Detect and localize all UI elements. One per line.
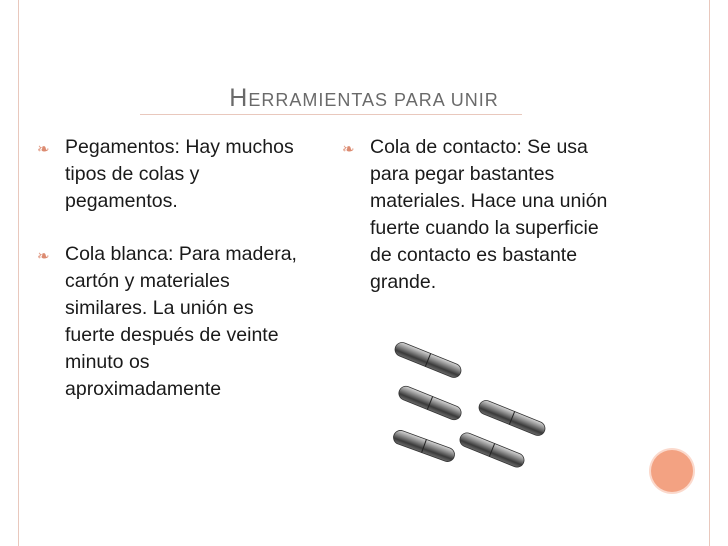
pin <box>393 340 463 379</box>
pin <box>397 384 463 422</box>
bullet-text: Pegamentos: Hay muchos tipos de colas y pegamentos. <box>65 136 294 212</box>
bullet-text: Cola de contacto: Se usa para pegar bastantes materiales. Hace una unión fuerte cuando la superficie de contacto es bastante grande. <box>370 136 608 293</box>
title-divider <box>140 114 522 115</box>
accent-circle <box>651 450 693 492</box>
title-first-letter: H <box>229 84 249 112</box>
bullet-item <box>35 241 305 403</box>
bullet-icon: ❧ <box>37 141 50 158</box>
pin <box>458 431 526 469</box>
bullet-icon: ❧ <box>37 248 50 265</box>
dowel-pins-image <box>380 338 560 478</box>
bullet-item <box>35 134 305 215</box>
bullet-text: Cola blanca: Para madera, cartón y materiales similares. La unión es fuerte después de veinte minuto os aproximadamente <box>65 243 297 400</box>
title-rest: ERRAMIENTAS PARA UNIR <box>248 90 499 110</box>
bullet-item <box>340 134 610 296</box>
slide-title <box>0 84 728 113</box>
pin <box>392 428 457 463</box>
bullet-icon: ❧ <box>342 141 355 158</box>
right-column <box>340 134 610 296</box>
pin <box>477 398 547 437</box>
left-column <box>35 134 305 403</box>
